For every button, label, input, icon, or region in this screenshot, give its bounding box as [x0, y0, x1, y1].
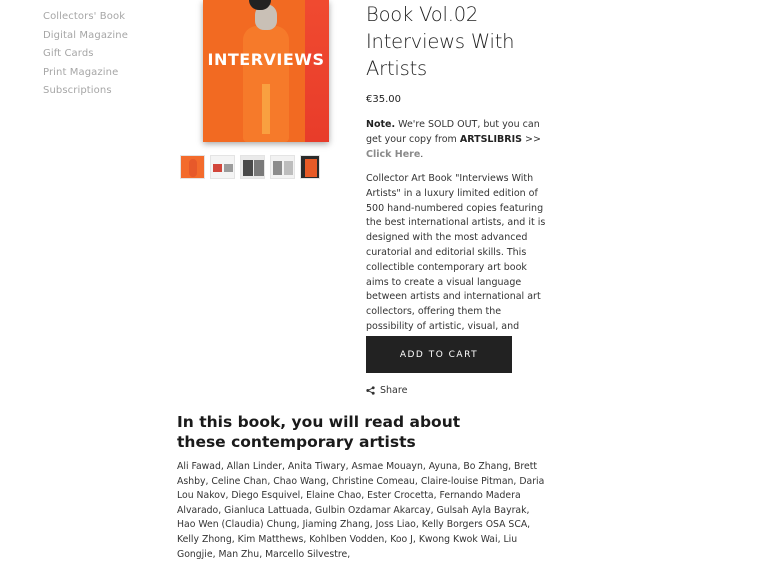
click-here-link[interactable]: Click Here: [366, 149, 421, 160]
sidebar-item-gift-cards[interactable]: Gift Cards: [43, 48, 94, 60]
note-store: ARTSLIBRIS: [459, 134, 522, 145]
product-title-line1: Book Vol.02: [366, 3, 479, 26]
back-thumbnail[interactable]: [300, 155, 320, 179]
cover-title: INTERVIEWS: [207, 50, 325, 69]
sidebar-item-subscriptions[interactable]: Subscriptions: [43, 85, 112, 97]
sidebar-nav: [43, 8, 128, 101]
cover-background-stripe: [305, 0, 329, 142]
share-label: Share: [380, 385, 408, 396]
product-title-line2: Interviews With Artists: [366, 30, 515, 80]
share-button[interactable]: [366, 385, 407, 396]
sidebar-item-print-magazine[interactable]: Print Magazine: [43, 66, 119, 78]
note-arrow: >>: [524, 134, 541, 145]
spread-thumbnail-2[interactable]: [240, 155, 265, 179]
product-price: €35.00: [366, 94, 401, 105]
sidebar-item-collectors-book[interactable]: Collectors' Book: [43, 11, 126, 22]
product-cover-image[interactable]: [203, 0, 329, 142]
spread-thumbnail-1[interactable]: [210, 155, 235, 179]
sidebar-item-digital-magazine[interactable]: Digital Magazine: [43, 29, 128, 41]
artists-list: Ali Fawad, Allan Linder, Anita Tiwary, Asmae Mouayn, Ayuna, Bo Zhang, Brett Ashby, Celine Chan, Chao Wang, Christine Comeau, Claire-louise Pitman, Daria Lou Nakov, Diego Esquivel, Elaine Chao, Ester Crocetta, Fernando Madera Alvarado, Gianluca Lattuada, Gulbin Ozdamar Akarcay, Gulsah Ayla Bayrak, Hao Wen (Claudia) Chung, Jiaming Zhang, Joss Liao, Kelly Borgers OSA SCA, Kelly Zhong, Kim Matthews, Kohlben Vodden, Koo J, Kwong Kwok Wai, Liu Gongjie, Man Zhu, Marcello Silvestre,: [177, 461, 545, 560]
note-text: We're SOLD OUT, but you can get your copy from: [366, 119, 540, 145]
product-info: [366, 0, 548, 371]
add-to-cart-button[interactable]: ADD TO CART: [366, 336, 512, 373]
note-period: .: [420, 149, 424, 160]
cover-thumbnail[interactable]: [180, 155, 205, 179]
sold-out-note: [366, 117, 548, 162]
product-description: Collector Art Book "Interviews With Artists" in a luxury limited edition of 500 hand-numbered copies featuring the best international artists, and it is designed with the most advanced curatorial and editorial skills. This collectible contemporary art book aims to create a visual language between artists and international art collectors, offering them the possibility of artistic, visual, and: [366, 173, 546, 332]
product-title: [366, 1, 548, 82]
spread-thumbnail-3[interactable]: [270, 155, 295, 179]
share-icon: [366, 386, 375, 395]
thumbnail-gallery: [180, 155, 320, 179]
note-label: Note.: [366, 119, 396, 130]
cover-figure-detail: [262, 84, 270, 134]
artists-section-title: In this book, you will read about these contemporary artists: [177, 413, 461, 451]
